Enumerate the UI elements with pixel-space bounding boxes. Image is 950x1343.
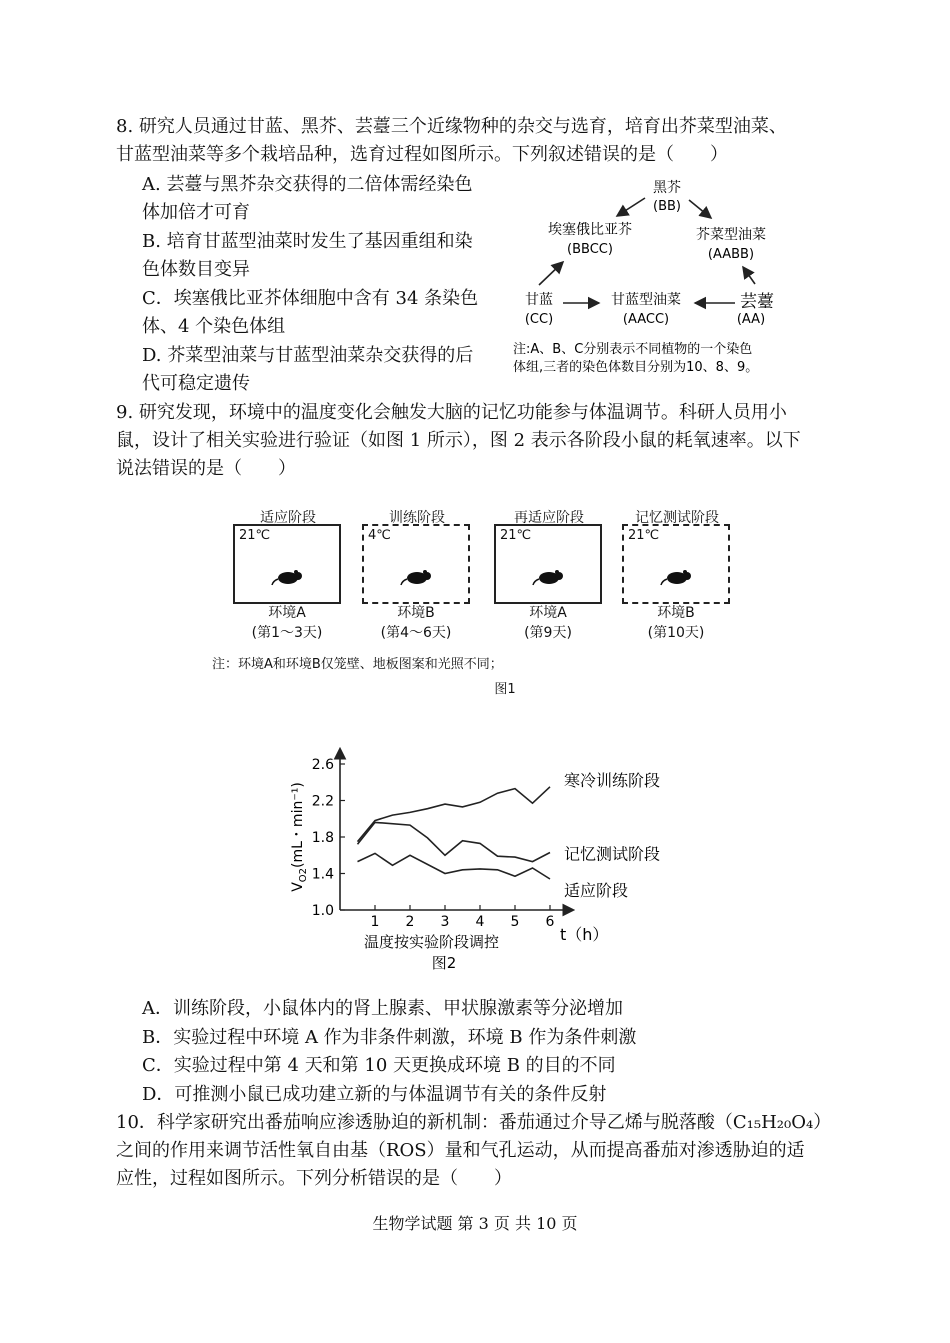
fig1-temp-1: 21℃ (239, 528, 271, 543)
fig1-temp-4: 21℃ (628, 528, 660, 543)
arrow-ganlan-aisai (539, 262, 563, 285)
fig1-days-1: (第1～3天) (251, 625, 323, 641)
x-tick-label: 1 (370, 914, 380, 930)
fig1-cage-env-a-1 (233, 524, 341, 604)
arrow-heijie-aisai (617, 198, 645, 216)
fig1-cage-env-a-2 (494, 524, 602, 604)
q9-option-c: C．实验过程中第 4 天和第 10 天更换成环境 B 的目的不同 (142, 1055, 616, 1076)
y-tick-label: 1.0 (311, 903, 334, 919)
y-tick-label: 2.6 (311, 757, 334, 773)
q10-stem-line-2: 之间的作用来调节活性氧自由基（ROS）量和气孔运动，从而提高番茄对渗透胁迫的适 (116, 1140, 805, 1161)
chart-series (358, 787, 551, 879)
node-heijie: 黑芥 (653, 180, 681, 196)
q8-diagram-note-1: 注:A、B、C分别表示不同植物的一个染色 (513, 342, 753, 357)
fig1-stage-title-3: 再适应阶段 (514, 510, 584, 526)
series-line-2 (358, 822, 551, 861)
fig1-stage-title-4: 记忆测试阶段 (635, 510, 719, 526)
arrow-yuntai-jiecai (743, 267, 755, 284)
q8-option-b-line-2: 色体数目变异 (142, 259, 250, 280)
fig1-temp-3: 21℃ (500, 528, 532, 543)
node-aisai: 埃塞俄比亚芥 (548, 222, 632, 238)
fig1-days-4: (第10天) (647, 625, 705, 641)
q8-option-a-line-2: 体加倍才可育 (142, 202, 250, 223)
fig1-cage-env-b-1 (362, 524, 470, 604)
q8-option-d-line-2: 代可稳定遗传 (142, 373, 250, 394)
node-ganlan-genome: (CC) (524, 312, 554, 327)
q9-stem-line-1: 9. 研究发现，环境中的温度变化会触发大脑的记忆功能参与体温调节。科研人员用小 (116, 402, 787, 423)
q8-breeding-diagram (505, 172, 835, 382)
y-tick-label: 1.4 (311, 866, 334, 883)
q8-diagram-note-2: 体组,三者的染色体数目分别为10、8、9。 (513, 360, 759, 375)
y-tick-label: 1.8 (311, 830, 334, 846)
x-tick-label: 5 (510, 914, 520, 930)
mouse-icon (271, 566, 305, 586)
q9-option-d: D．可推测小鼠已成功建立新的与体温调节有关的条件反射 (142, 1084, 607, 1105)
node-yuntai: 芸薹 (740, 292, 774, 312)
q8-stem-line-1: 8. 研究人员通过甘蓝、黑芥、芸薹三个近缘物种的杂交与选育，培育出芥菜型油菜、 (116, 116, 787, 137)
chart-series-labels (564, 771, 660, 900)
q8-option-c-line-2: 体、4 个染色体组 (142, 316, 286, 337)
fig1-days-3: (第9天) (524, 625, 572, 641)
y-tick-label: 2.2 (311, 793, 334, 810)
mouse-icon (400, 566, 434, 586)
series-line-3 (358, 853, 551, 879)
mouse-icon (532, 566, 566, 586)
fig1-temp-2: 4℃ (368, 528, 391, 543)
fig1-env-1: 环境A (268, 605, 306, 621)
fig1-env-3: 环境A (529, 605, 567, 621)
chart-axes (340, 750, 572, 910)
q10-stem-line-1: 10．科学家研究出番茄响应渗透胁迫的新机制：番茄通过介导乙烯与脱落酸（C₁₅H₂₀O₄） (116, 1112, 832, 1133)
series-label-1: 寒冷训练阶段 (564, 770, 661, 790)
node-ganlanxing-genome: (AACC) (622, 312, 670, 327)
fig2-line-chart (280, 740, 700, 980)
q8-stem-line-2: 甘蓝型油菜等多个栽培品种，选育过程如图所示。下列叙述错误的是（ ） (116, 144, 728, 165)
q8-option-b-line-1: B. 培育甘蓝型油菜时发生了基因重组和染 (142, 231, 473, 252)
fig1-env-2: 环境B (397, 605, 435, 621)
node-heijie-genome: (BB) (653, 199, 681, 214)
arrow-heijie-jiecai (689, 200, 711, 218)
mouse-icon (660, 566, 694, 586)
fig2-caption: 图2 (431, 954, 457, 972)
fig1-stage-title-1: 适应阶段 (260, 510, 316, 526)
x-tick-label: 4 (475, 914, 485, 930)
q9-stem-line-3: 说法错误的是（ ） (116, 458, 296, 479)
q10-stem-line-3: 应性，过程如图所示。下列分析错误的是（ ） (116, 1168, 512, 1189)
chart-ylabel: $V_{O2}(mL$・min⁻¹) (290, 782, 309, 892)
node-ganlan: 甘蓝 (525, 292, 553, 308)
node-jiecai: 芥菜型油菜 (696, 227, 766, 243)
q9-stem-line-2: 鼠，设计了相关实验进行验证（如图 1 所示），图 2 表示各阶段小鼠的耗氧速率。以下 (116, 430, 801, 451)
q8-option-d-line-1: D. 芥菜型油菜与甘蓝型油菜杂交获得的后 (142, 345, 474, 366)
q8-option-a-line-1: A. 芸薹与黑芥杂交获得的二倍体需经染色 (142, 174, 473, 195)
chart-xnote: 温度按实验阶段调控 (364, 933, 500, 951)
chart-xlabel: t（h） (560, 925, 609, 944)
series-line-1 (358, 787, 551, 842)
node-jiecai-genome: (AABB) (707, 247, 755, 262)
fig1-cage-env-b-2 (622, 524, 730, 604)
fig1-caption: 图1 (494, 682, 516, 697)
fig1-note: 注：环境A和环境B仅笼壁、地板图案和光照不同； (212, 657, 503, 672)
series-label-2: 记忆测试阶段 (564, 844, 661, 864)
fig1-stage-title-2: 训练阶段 (389, 510, 445, 526)
node-yuntai-genome: (AA) (736, 312, 766, 327)
node-aisai-genome: (BBCC) (567, 242, 613, 257)
q9-option-a: A．训练阶段，小鼠体内的肾上腺素、甲状腺激素等分泌增加 (142, 998, 623, 1019)
x-tick-label: 6 (545, 914, 555, 930)
x-tick-label: 2 (405, 914, 415, 930)
node-ganlanxing: 甘蓝型油菜 (611, 292, 681, 308)
q9-option-b: B．实验过程中环境 A 作为非条件刺激，环境 B 作为条件刺激 (142, 1027, 637, 1048)
x-tick-label: 3 (440, 914, 450, 930)
series-label-3: 适应阶段 (564, 880, 629, 900)
fig1-days-2: (第4～6天) (380, 625, 452, 641)
page-footer: 生物学试题 第 3 页 共 10 页 (372, 1214, 578, 1233)
fig1-env-4: 环境B (657, 605, 695, 621)
q8-option-c-line-1: C．埃塞俄比亚芥体细胞中含有 34 条染色 (142, 288, 479, 309)
